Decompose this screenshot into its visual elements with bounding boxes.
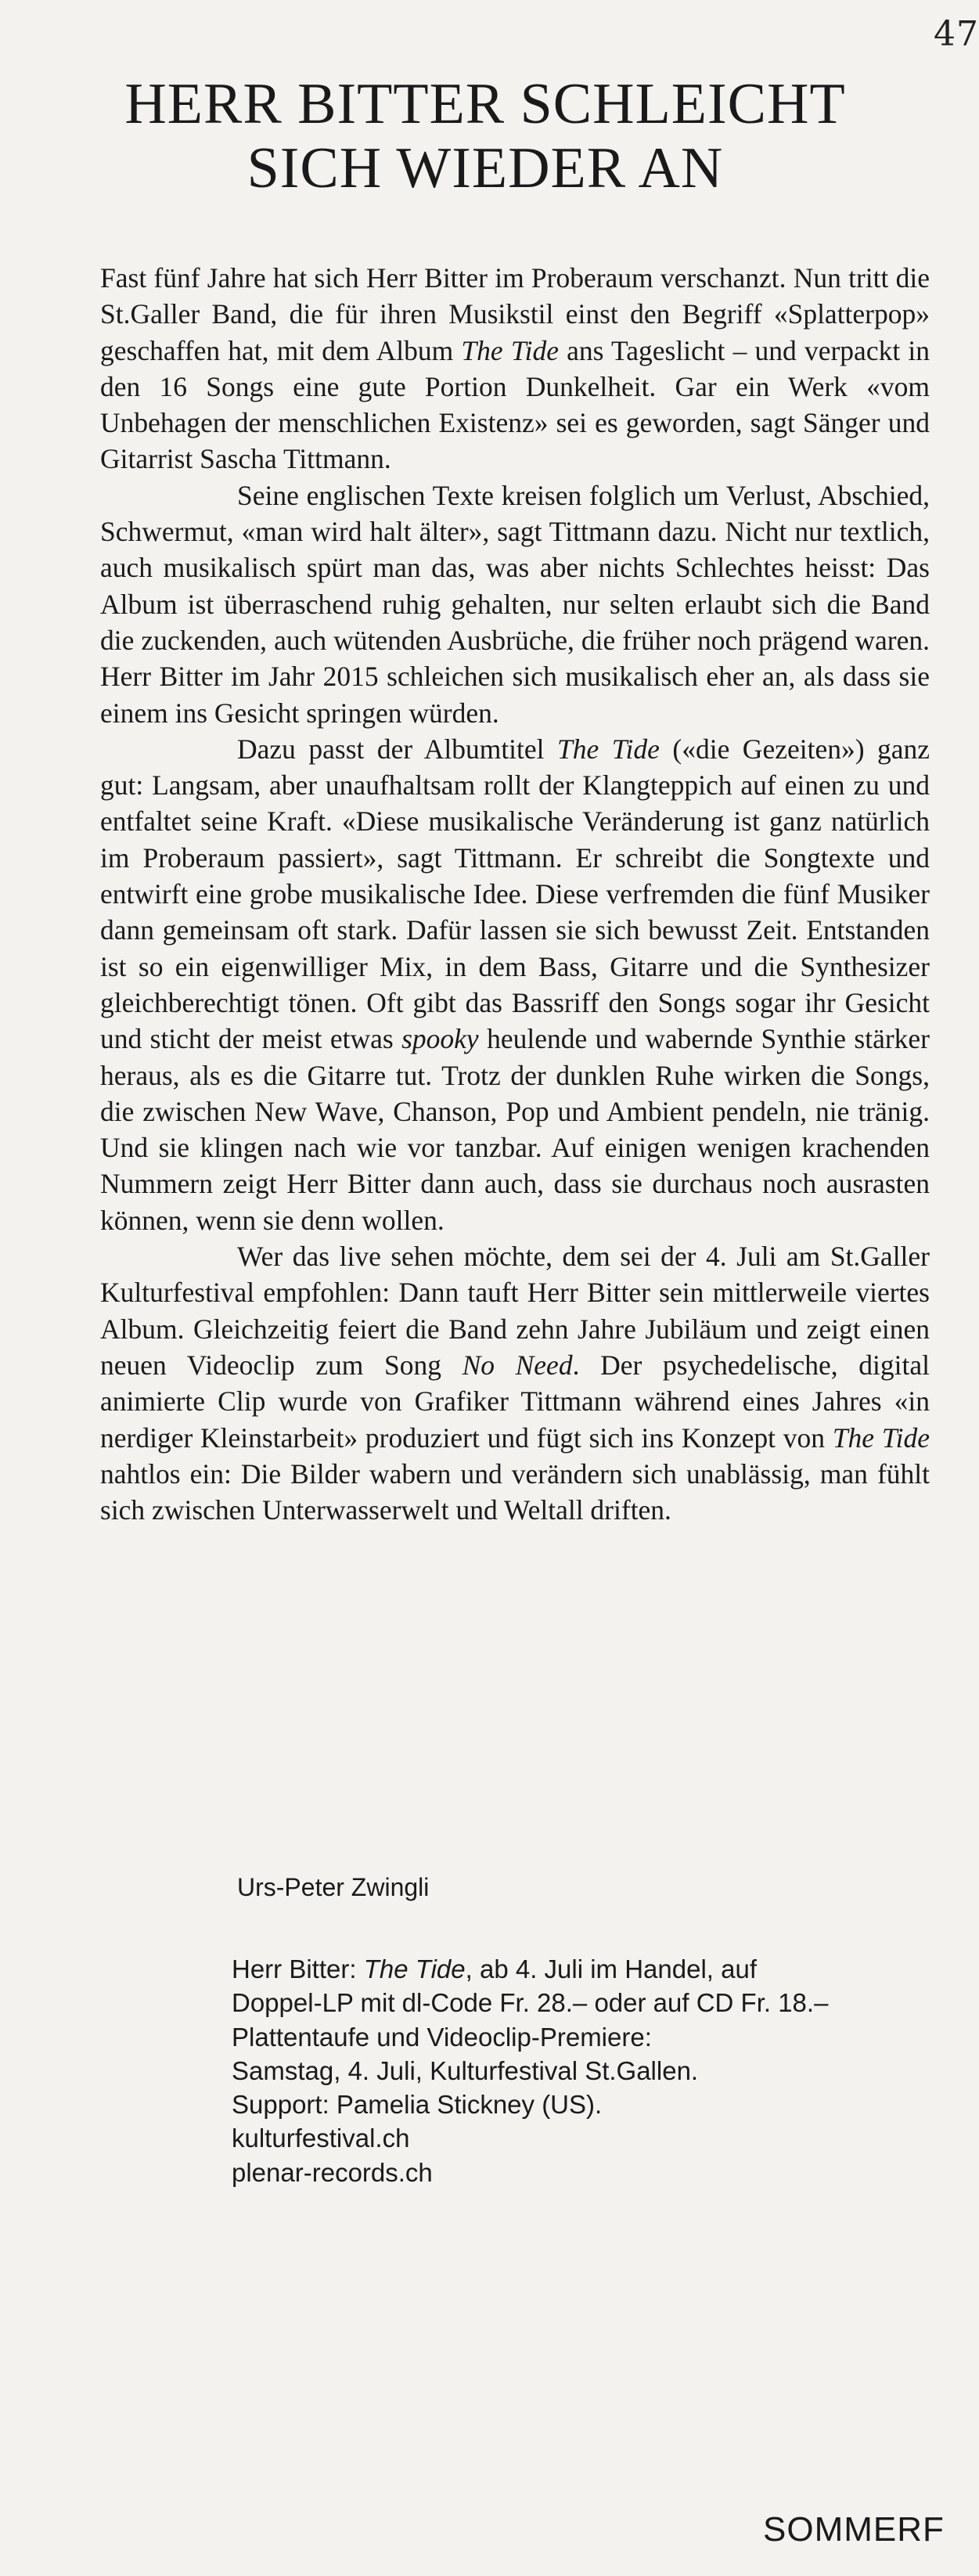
page-number: 47	[934, 14, 979, 54]
paragraph-1: Fast fünf Jahre hat sich Herr Bitter im Proberaum verschanzt. Nun tritt die St.Galler Band, die für ihren Musikstil einst den Begriff «Splatterpop» geschaffen hat, mit dem Album The Tide ans Tageslicht – und verpackt in den 16 Songs eine gute Portion Dunkelheit. Gar ein Werk «vom Unbehagen der menschlichen Existenz» sei es geworden, sagt Sänger und Gitarrist Sascha Tittmann.	[100, 262, 930, 475]
paragraph-3: Dazu passt der Albumtitel The Tide («die Gezeiten») ganz gut: Langsam, aber unaufhaltsam rollt der Klangteppich auf einen zu und entfaltet seine Kraft. «Diese musikalische Veränderung ist ganz natürlich im Proberaum passiert», sagt Tittmann. Er schreibt die Songtexte und entwirft eine grobe musikalische Idee. Diese verfremden die fünf Musiker dann gemeinsam oft stark. Dafür lassen sie sich bewusst Zeit. Entstanden ist so ein eigenwilliger Mix, in dem Bass, Gitarre und die Synthesizer gleichberechtigt tönen. Oft gibt das Bassriff den Songs sogar ihr Gesicht und sticht der meist etwas spooky heulende und wabernde Synthie stärker heraus, als es die Gitarre tut. Trotz der dunklen Ruhe wirken die Songs, die zwischen New Wave, Chanson, Pop und Ambient pendeln, nie tränig. Und sie klingen nach wie vor tanzbar. Auf einigen wenigen krachenden Nummern zeigt Herr Bitter dann auch, dass sie durchaus noch ausrasten können, wenn sie denn wollen.	[100, 733, 930, 1236]
album-title: The Tide	[557, 733, 660, 765]
author-byline: Urs-Peter Zwingli	[237, 1873, 430, 1901]
info-line-5: Support: Pamelia Stickney (US).	[232, 2090, 603, 2120]
paragraph-2: Seine englischen Texte kreisen folglich um Verlust, Abschied, Schwermut, «man wird halt älter», sagt Tittmann dazu. Nicht nur textlich, auch musikalisch spürt man das, was aber nichts Schlechtes heisst: Das Album ist überraschend ruhig gehalten, nur selten erlaubt sich die Band die zuckenden, auch wütenden Ausbrüche, die früher noch prägend waren. Herr Bitter im Jahr 2015 schleichen sich musikalisch eher an, als dass sie einem ins Gesicht springen würden.	[100, 479, 930, 729]
song-title: No Need	[462, 1349, 573, 1381]
album-title: The Tide	[461, 334, 559, 366]
emphasis-spooky: spooky	[401, 1023, 479, 1055]
kulturfestival-link: kulturfestival.ch	[232, 2124, 410, 2153]
section-footer: SOMMERF	[763, 2510, 945, 2549]
plenar-records-link: plenar-records.ch	[232, 2157, 433, 2187]
headline-line-1: HERR BITTER SCHLEICHT	[124, 72, 846, 136]
headline-line-2: SICH WIEDER AN	[247, 136, 724, 200]
article-headline	[94, 72, 876, 200]
album-title: The Tide	[832, 1421, 930, 1454]
paragraph-4: Wer das live sehen möchte, dem sei der 4. Juli am St.Galler Kulturfestival empfohlen: Dann tauft Herr Bitter sein mittlerweile viertes Album. Gleichzeitig feiert die Band zehn Jahre Jubiläum und zeigt einen neuen Videoclip zum Song No Need. Der psychedelische, digital animierte Clip wurde von Grafiker Tittmann während eines Jahres «in nerdiger Kleinstarbeit» produziert und fügt sich ins Konzept von The Tide nahtlos ein: Die Bilder wabern und verändern sich unablässig, man fühlt sich zwischen Unterwasserwelt und Weltall driften.	[100, 1241, 930, 1526]
release-info	[232, 1952, 936, 2189]
info-line-1: Herr Bitter: The Tide, ab 4. Juli im Handel, auf	[232, 1955, 758, 1983]
info-line-4: Samstag, 4. Juli, Kulturfestival St.Gallen.	[232, 2055, 699, 2085]
article-body	[100, 260, 930, 1528]
info-line-2: Doppel-LP mit dl-Code Fr. 28.– oder auf CD Fr. 18.–	[232, 1988, 829, 2018]
info-line-3: Plattentaufe und Videoclip-Premiere:	[232, 2022, 652, 2052]
